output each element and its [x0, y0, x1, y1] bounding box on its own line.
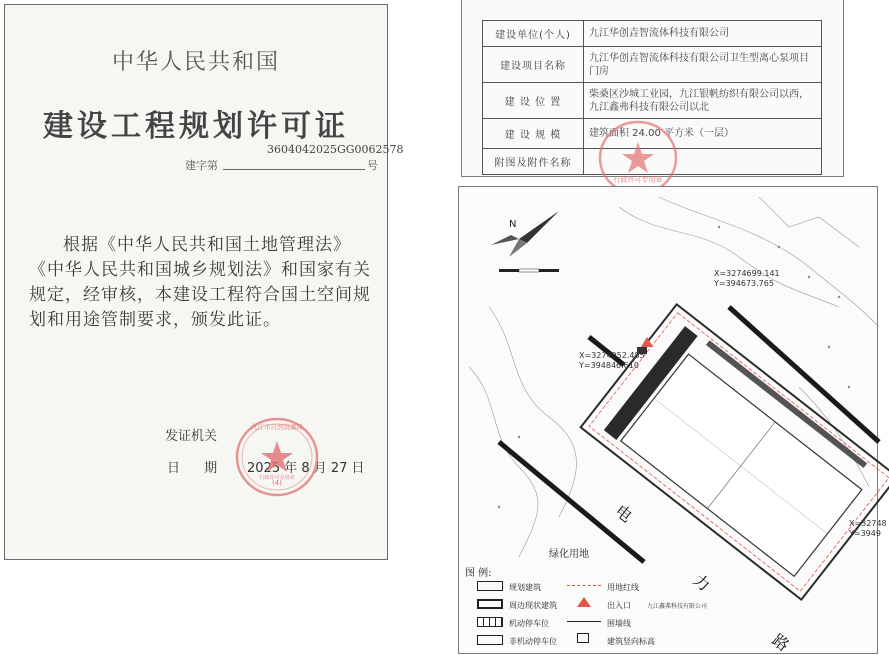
legend-title: 图 例:	[465, 568, 492, 579]
table-seal-sub: 行政许可专用章	[613, 176, 663, 184]
legend-red-line: 用地红线	[607, 583, 639, 592]
legend-wall: 围墙线	[607, 619, 631, 628]
legend-planned-symbol	[477, 581, 503, 591]
table-row	[483, 47, 822, 83]
legend-car-parking-symbol	[477, 617, 503, 627]
official-seal-icon	[233, 417, 329, 499]
north-label: N	[509, 219, 517, 230]
legend-elevation-symbol	[577, 633, 589, 643]
north-arrow-icon	[491, 211, 559, 257]
certificate-body-text: 根据《中华人民共和国土地管理法》《中华人民共和国城乡规划法》和国家有关规定，经审核，本建设工程符合国土空间规划和用途管制要求，颁发此证。	[29, 235, 371, 330]
legend-bike-parking-symbol	[477, 635, 503, 645]
row-key-project: 建设项目名称	[483, 47, 584, 83]
coordinate-y2: Y=394846.610	[579, 361, 639, 370]
seal-text: 九江市自然资源局	[251, 423, 303, 431]
neighbor-company-note: 九江鑫弗科技有限公司	[647, 603, 708, 610]
date-label: 日 期	[167, 461, 228, 476]
legend-bike-parking: 非机动停车位	[509, 637, 557, 646]
certificate-number-line	[223, 169, 365, 170]
planning-permit-certificate	[4, 4, 404, 560]
table-row	[483, 83, 822, 119]
row-value-scale: 建筑面积 24.00 平方米（一层）	[584, 119, 822, 149]
row-key-scale: 建 设 规 模	[483, 119, 584, 149]
legend-entrance: 出入口	[607, 601, 631, 610]
road-char-1: 电	[611, 501, 636, 527]
coordinate-x2: X=3274952.485	[579, 351, 645, 360]
coordinate-y3: Y=3949	[849, 529, 881, 538]
legend-planned: 规划建筑	[509, 583, 541, 592]
certificate-country: 中华人民共和国	[111, 50, 280, 75]
row-key-attachments: 附图及附件名称	[483, 149, 584, 175]
row-value-location: 柴桑区沙城工业园，九江银帆纺织有限公司以西，九江鑫弗科技有限公司以北	[584, 83, 822, 119]
legend-wall-symbol	[567, 621, 601, 622]
project-info-sheet	[461, 0, 844, 184]
certificate-number: 3604042025GG0062578	[267, 143, 404, 156]
site-boundary	[581, 304, 889, 599]
seal-code: (4)	[272, 479, 282, 487]
road-char-2: 力	[689, 570, 714, 596]
green-land-label: 绿化用地	[549, 549, 589, 560]
legend-entrance-icon	[577, 597, 591, 607]
road-char-3: 路	[768, 630, 793, 655]
legend-red-line-symbol	[567, 585, 601, 586]
certificate-title: 建设工程规划许可证	[43, 109, 349, 144]
seal-sub-text: 行政许可专用章	[259, 475, 295, 481]
coordinate-x3: X=32748	[849, 519, 887, 528]
legend-car-parking: 机动停车位	[509, 619, 549, 628]
row-value-project: 九江华创垚智流体科技有限公司卫生型离心泵项目门房	[584, 47, 822, 83]
scale-bar	[499, 269, 559, 272]
legend-existing-symbol	[477, 599, 503, 609]
coordinate-x1: X=3274699.141	[714, 269, 780, 278]
table-row	[483, 21, 822, 47]
issuer-label: 发证机关	[165, 429, 218, 444]
row-value-builder: 九江华创垚智流体科技有限公司	[584, 21, 822, 47]
certificate-number-suffix: 号	[367, 159, 378, 172]
legend-existing: 周边现状建筑	[509, 601, 557, 610]
certificate-word-label: 建字第	[185, 159, 218, 172]
row-key-builder: 建设单位(个人)	[483, 21, 584, 47]
coordinate-y1: Y=394673.765	[714, 279, 774, 288]
site-plan-map	[458, 186, 887, 655]
issue-date: 2025 年 8 月 27 日	[247, 461, 365, 476]
legend-elevation: 建筑竖向标高	[607, 637, 655, 646]
row-key-location: 建 设 位 置	[483, 83, 584, 119]
